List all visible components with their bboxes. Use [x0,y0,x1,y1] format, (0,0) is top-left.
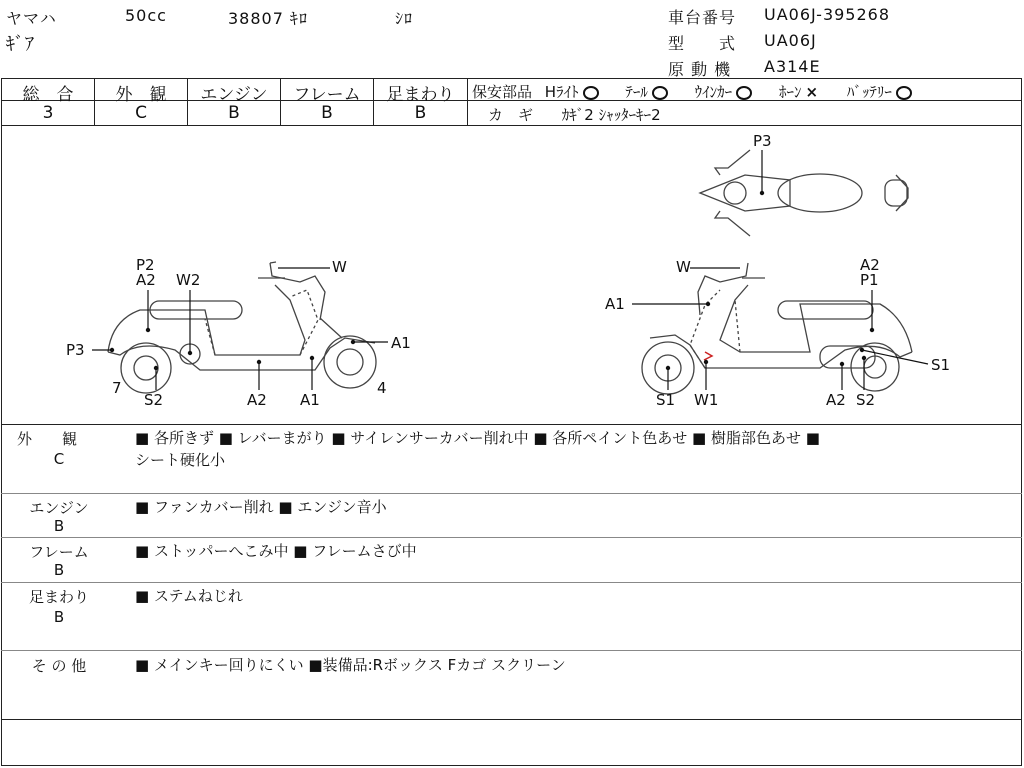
engine-remarks-title: エンジン [29,499,89,517]
frame-label: フレーム [293,85,361,105]
engine-model: A314E [764,57,821,76]
battery-ok-icon [896,86,912,100]
engine-grade: B [228,103,240,123]
other-remarks-title: そ の 他 [31,657,87,675]
suspension-grade: B [414,103,427,123]
horn-ng-icon: × [805,83,819,101]
label-left-a1-bottom: A1 [300,391,320,409]
suspension-remarks-title: 足まわり [28,588,89,606]
safety-parts-label: 保安部品 [472,83,533,101]
label-left-w2: W2 [176,271,201,289]
color: ｼﾛ [395,9,414,28]
frame-remarks-title: フレーム [29,543,89,561]
label-right-w: W [676,258,691,276]
frame-grade: B [321,103,333,123]
overall-label: 総 合 [22,85,74,105]
key-label: カ ギ [488,106,534,124]
label-left-a1-right: A1 [391,334,411,352]
suspension-label: 足まわり [386,85,455,105]
horn-label: ﾎｰﾝ [778,83,802,101]
label-right-s1-bottom: S1 [656,391,676,409]
label-left-7: 7 [112,379,122,397]
exterior-grade: C [135,103,147,123]
engine-remarks-line1: ■ ファンカバー削れ ■ エンジン音小 [135,498,387,516]
label-left-a2-top: A2 [136,271,156,289]
label-left-w: W [332,258,347,276]
engine-model-label: 原 動 機 [668,60,732,79]
damage-mark-red [704,352,712,360]
engine-remarks-grade: B [53,517,65,535]
frame-remarks-line1: ■ ストッパーへこみ中 ■ フレームさび中 [135,542,417,560]
label-left-a2-bottom: A2 [247,391,267,409]
exterior-label: 外 観 [115,85,167,105]
overall-grade: 3 [42,103,54,123]
frame-remarks-grade: B [53,561,65,579]
engine-label: エンジン [200,85,268,105]
taillight-ok-icon [652,86,668,100]
frame-number: UA06J-395268 [764,5,891,24]
frame-number-label: 車台番号 [668,8,737,27]
taillight-label: ﾃｰﾙ [625,83,648,101]
type-label: 型 式 [668,34,737,53]
exterior-remarks-title: 外 観 [16,430,77,448]
maker-name: ヤマハ [6,9,57,28]
label-left-p3: P3 [66,341,85,359]
safety-parts-row [472,81,912,102]
type-value: UA06J [764,31,817,50]
suspension-remarks-grade: B [53,608,65,626]
other-remarks-line1: ■ メインキー回りにくい ■装備品:Rボックス Fカゴ スクリーン [135,656,566,674]
damage-diagram [0,126,1024,424]
exterior-remarks-line1: ■ 各所きず ■ レバーまがり ■ サイレンサーカバー削れ中 ■ 各所ペイント色あせ ■ 樹脂部色あせ ■ [135,429,820,447]
mileage: 38807 ｷﾛ [228,9,308,28]
winker-ok-icon [736,86,752,100]
exterior-remarks-line2: シート硬化小 [135,451,226,469]
headlight-ok-icon [583,86,599,100]
label-right-a2-top: A2 [860,256,880,274]
battery-label: ﾊﾞｯﾃﾘｰ [846,83,892,101]
label-right-w1: W1 [694,391,719,409]
suspension-remarks-line1: ■ ステムねじれ [135,587,243,605]
label-right-s2: S2 [856,391,876,409]
headlight-label: Hﾗｲﾄ [544,83,579,101]
key-row [488,104,661,125]
model-name: ｷﾞｱ [6,34,35,55]
label-top-p3: P3 [753,132,772,150]
label-left-s2: S2 [144,391,164,409]
key-value: ｶｷﾞ2 ｼｬｯﾀｰｷｰ2 [561,106,661,124]
label-left-4: 4 [377,379,387,397]
winker-label: ｳｲﾝｶｰ [694,83,733,101]
label-right-a1: A1 [605,295,625,313]
label-left-p2: P2 [136,256,155,274]
scooter-top-view [700,150,908,236]
label-right-a2-bottom: A2 [826,391,846,409]
exterior-remarks-grade: C [53,450,65,468]
label-right-s1-right: S1 [931,356,951,374]
displacement: 50cc [125,6,167,25]
label-right-p1: P1 [860,271,879,289]
